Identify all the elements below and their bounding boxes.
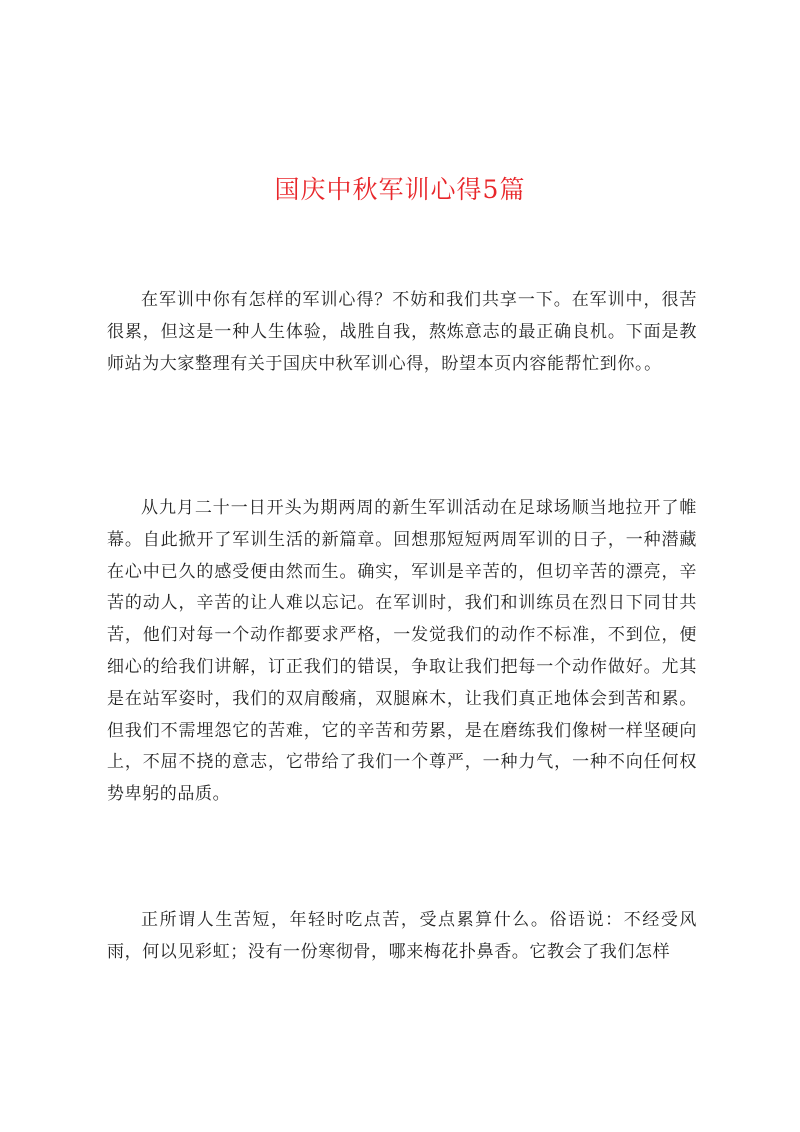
document-title: 国庆中秋军训心得5篇 bbox=[274, 175, 526, 204]
intro-paragraph-block bbox=[107, 285, 697, 380]
paragraph: 从九月二十一日开头为期两周的新生军训活动在足球场顺当地拉开了帷幕。自此掀开了军训生活的新篇章。回想那短短两周军训的日子，一种潜藏在心中已久的感受便由然而生。确实，军训是辛苦的，但切辛苦的漂亮，辛苦的动人，辛苦的让人难以忘记。在军训时，我们和训练员在烈日下同甘共苦，他们对每一个动作都要求严格，一发觉我们的动作不标准，不到位，便细心的给我们讲解，订正我们的错误，争取让我们把每一个动作做好。尤其是在站军姿时，我们的双肩酸痛，双腿麻木，让我们真正地体会到苦和累。但我们不需埋怨它的苦难，它的辛苦和劳累，是在磨练我们像树一样坚硬向上，不屈不挠的意志，它带给了我们一个尊严，一种力气，一种不向任何权势卑躬的品质。 bbox=[107, 498, 697, 805]
paragraph: 正所谓人生苦短，年轻时吃点苦，受点累算什么。俗语说：不经受风雨，何以见彩虹；没有一份寒彻骨，哪来梅花扑鼻香。它教会了我们怎样 bbox=[107, 910, 697, 962]
paragraph: 在军训中你有怎样的军训心得？不妨和我们共享一下。在军训中，很苦很累，但这是一种人生体验，战胜自我，熬炼意志的最正确良机。下面是教师站为大家整理有关于国庆中秋军训心得，盼望本页内容能帮忙到你。。 bbox=[107, 290, 697, 374]
main-paragraph-block bbox=[107, 493, 697, 811]
closing-paragraph-block bbox=[107, 905, 697, 969]
